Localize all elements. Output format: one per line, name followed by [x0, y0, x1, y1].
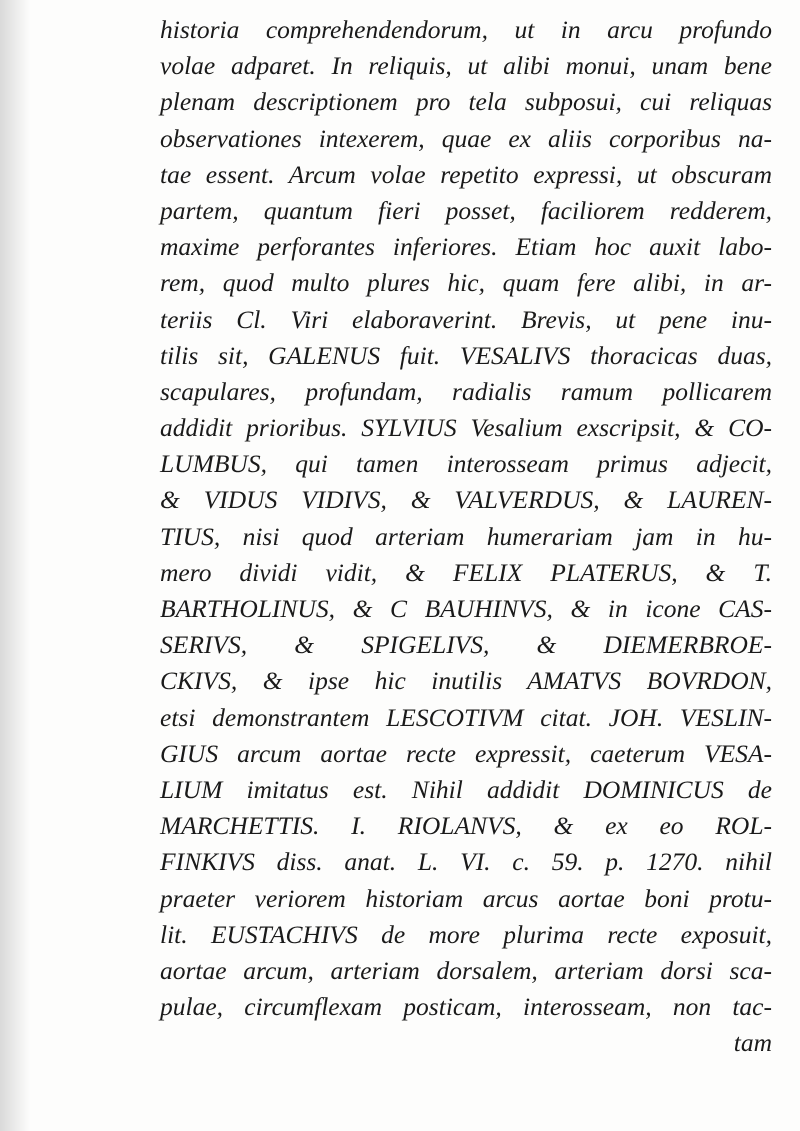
text-line: tilis sit, GALENUS fuit. VESALIVS thoracicas duas,	[160, 340, 772, 370]
text-line: BARTHOLINUS, & C BAUHINVS, & in icone CAS-	[160, 594, 772, 623]
text-line: aortae arcum, arteriam dorsalem, arteriam dorsi sca-	[160, 955, 772, 985]
text-line: FINKIVS diss. anat. L. VI. c. 59. p. 1270. nihil	[160, 847, 772, 877]
text-line: observationes intexerem, quae ex aliis corporibus na-	[160, 123, 772, 153]
text-line: etsi demonstrantem LESCOTIVM citat. JOH. VESLIN-	[160, 702, 772, 732]
text-line: CKIVS, & ipse hic inutilis AMATVS BOVRDON,	[160, 666, 772, 696]
text-line: tae essent. Arcum volae repetito expressi, ut obscuram	[160, 159, 772, 189]
text-line: partem, quantum fieri posset, faciliorem redderem,	[160, 195, 772, 225]
catchword: tam	[733, 1028, 772, 1058]
text-line: pulae, circumflexam posticam, interosseam, non tac-	[160, 992, 772, 1022]
text-line: maxime perforantes inferiores. Etiam hoc auxit labo-	[160, 232, 772, 262]
text-line: & VIDUS VIDIVS, & VALVERDUS, & LAUREN-	[160, 485, 772, 515]
text-line: MARCHETTIS. I. RIOLANVS, & ex eo ROL-	[160, 811, 772, 841]
text-line: mero dividi vidit, & FELIX PLATERUS, & T.	[160, 557, 772, 587]
text-line: plenam descriptionem pro tela subposui, cui reliquas	[160, 87, 772, 117]
text-line: praeter veriorem historiam arcus aortae boni protu-	[160, 883, 772, 913]
text-line: TIUS, nisi quod arteriam humerariam jam in hu-	[160, 521, 772, 551]
text-line: rem, quod multo plures hic, quam fere alibi, in ar-	[160, 268, 772, 298]
text-line: scapulares, profundam, radialis ramum pollicarem	[160, 376, 772, 406]
text-line: teriis Cl. Viri elaboraverint. Brevis, ut pene inu-	[160, 304, 772, 334]
text-line: GIUS arcum aortae recte expressit, caeterum VESA-	[160, 738, 772, 768]
page-gutter-shadow	[0, 0, 30, 1131]
text-line: LUMBUS, qui tamen interosseam primus adjecit,	[160, 449, 772, 479]
text-line: SERIVS, & SPIGELIVS, & DIEMERBROE-	[160, 630, 772, 660]
text-line: historia comprehendendorum, ut in arcu profundo	[160, 15, 772, 44]
text-line: addidit prioribus. SYLVIUS Vesalium exscripsit, & CO-	[160, 413, 772, 443]
body-text	[160, 12, 772, 1061]
text-line: LIUM imitatus est. Nihil addidit DOMINICUS de	[160, 774, 772, 804]
text-line: volae adparet. In reliquis, ut alibi monui, unam bene	[160, 51, 772, 81]
text-line: lit. EUSTACHIVS de more plurima recte exposuit,	[160, 919, 772, 949]
